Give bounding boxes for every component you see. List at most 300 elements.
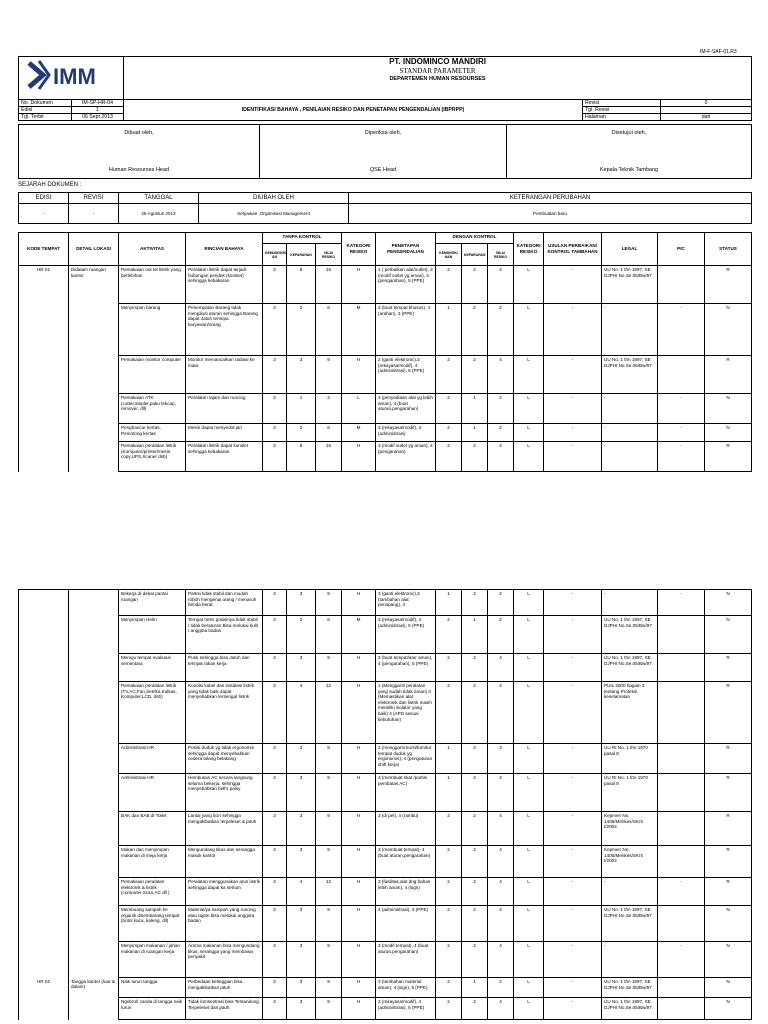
cell-aktivitas: Pemakaian peralatan listrik (Komputer/printer/mesin copy,UPS,Scaner dsb) <box>119 442 186 472</box>
cell-kemungkinan: 3 <box>263 846 287 878</box>
cell-keparahan-2: 3 <box>462 744 488 774</box>
cell-kemungkinan-2: 2 <box>436 906 462 942</box>
no-dokumen-label: No. Dokumen <box>19 100 72 107</box>
cell-detail-lokasi <box>69 846 119 878</box>
history-header-tanggal: TANGGAL <box>119 193 199 204</box>
cell-penetapan: 1 ( perbaikan alat/outlet), 3 (modif outlet yg aman), 4 (pengarahan), 5 (PPE) <box>376 266 436 304</box>
edisi-value: 1 <box>72 107 124 114</box>
cell-status: N <box>705 424 752 442</box>
cell-nilai-resiko: 3 <box>316 394 342 424</box>
col-pic: PIC <box>658 233 705 266</box>
cell-keparahan: 3 <box>287 654 316 682</box>
cell-rincian-bahaya: Aroma makanan bisa mengundang tikus, serangga yang membawa penyakit <box>186 942 263 978</box>
sejarah-label: SEJARAH DOKUMEN : <box>18 182 82 188</box>
cell-nilai-resiko-2: 3 <box>488 774 514 812</box>
cell-rincian-bahaya: Partisi tidak stabil dan mudah roboh mengenai orang / menaruh benda berat <box>186 590 263 616</box>
cell-keparahan: 3 <box>287 846 316 878</box>
cell-kemungkinan-2: 1 <box>436 304 462 356</box>
col-usulan: USULAN PERBAIKAN/ KONTROL TAMBAHAN <box>544 233 602 266</box>
cell-pic: - <box>658 590 705 616</box>
table-row <box>19 978 752 998</box>
cell-status: R <box>705 774 752 812</box>
cell-aktivitas: Penghancur kertas, Pemotong kertas <box>119 424 186 442</box>
risk-table-page2 <box>18 589 752 1020</box>
cell-kode-tempat <box>19 942 69 978</box>
cell-kode-tempat <box>19 394 69 424</box>
cell-status: R <box>705 744 752 774</box>
cell-usulan: - <box>544 978 602 998</box>
cell-keparahan-2: 2 <box>462 812 488 846</box>
cell-status: N <box>705 616 752 654</box>
cell-kategori-resiko-2: L <box>514 682 544 744</box>
cell-pic <box>658 356 705 394</box>
svg-text:IMM: IMM <box>53 64 96 89</box>
standard-title: STANDAR PARAMETER <box>399 67 476 75</box>
cell-kemungkinan-2: 2 <box>436 266 462 304</box>
cell-kemungkinan: 3 <box>263 744 287 774</box>
cell-keparahan-2: 2 <box>462 998 488 1020</box>
cell-kemungkinan: 3 <box>263 442 287 472</box>
cell-rincian-bahaya: Peralatan listrik dapat terjadi hubungan pendek (konslet) sehingga kebakaran <box>186 266 263 304</box>
cell-kemungkinan-2: 2 <box>436 812 462 846</box>
cell-usulan: - <box>544 394 602 424</box>
cell-status: N <box>705 906 752 942</box>
cell-pic: - <box>658 442 705 472</box>
halaman-label: Halaman <box>583 114 661 121</box>
cell-kode-tempat <box>19 812 69 846</box>
tgl-terbit-label: Tgl. Terbit <box>19 114 72 121</box>
no-dokumen-value: IM-SP-HR-04 <box>72 100 124 107</box>
cell-aktivitas: Menyimpan makanan / jahan makanan di ruangan kerja <box>119 942 186 978</box>
cell-status: N <box>705 998 752 1020</box>
cell-legal: Kepmen No. 1405/Menkes/SK/X I/2002 <box>602 812 658 846</box>
cell-penetapan: 3 (membuat skat /partisi pembatas AC) <box>376 774 436 812</box>
cell-penetapan: 3 (di pel), 4 (rambu) <box>376 812 436 846</box>
cell-detail-lokasi <box>69 682 119 744</box>
cell-kategori-resiko-2: L <box>514 654 544 682</box>
cell-aktivitas: Membuang sampah ke organik disembarang tempat (botol kaca, kaleng, dll) <box>119 906 186 942</box>
cell-kategori-resiko-2: L <box>514 998 544 1020</box>
col-keparahan: KEPARAHAN <box>287 244 316 266</box>
cell-kategori-resiko: H <box>342 812 376 846</box>
cell-kategori-resiko-2: L <box>514 878 544 906</box>
table-row <box>19 424 752 442</box>
cell-pic: - <box>658 394 705 424</box>
cell-detail-lokasi <box>69 394 119 424</box>
col-tanpa-kontrol: TANPA KONTROL <box>263 233 342 244</box>
cell-legal: PUIL 2000 bagian 3 tentang Proteksi keselamatan <box>602 682 658 744</box>
cell-penetapan: 2 (ganti elektronic),3 (rekayasa/modif), 4 (administrasi), 5 (PPE) <box>376 356 436 394</box>
cell-kemungkinan-2: 1 <box>436 774 462 812</box>
cell-nilai-resiko: 6 <box>316 424 342 442</box>
cell-pic: - <box>658 878 705 906</box>
table-row <box>19 266 752 304</box>
cell-nilai-resiko: 9 <box>316 744 342 774</box>
cell-penetapan: 3 (tambahan material aman), 4 (sign), 5 (PPE) <box>376 978 436 998</box>
cell-nilai-resiko-2: 4 <box>488 682 514 744</box>
cell-nilai-resiko: 15 <box>316 266 342 304</box>
cell-legal: UU No. 1 thn 1997, SE DJPHI No.Se.05/Bw/97 <box>602 654 658 682</box>
cell-kemungkinan-2: 2 <box>436 878 462 906</box>
cell-nilai-resiko-2: 3 <box>488 744 514 774</box>
cell-pic: - <box>658 424 705 442</box>
cell-nilai-resiko: 12 <box>316 878 342 906</box>
cell-pic <box>658 846 705 878</box>
cell-nilai-resiko-2: 2 <box>488 394 514 424</box>
table-row <box>19 682 752 744</box>
cell-kategori-resiko-2: L <box>514 616 544 654</box>
cell-nilai-resiko-2: 4 <box>488 998 514 1020</box>
cell-legal: - <box>602 304 658 356</box>
cell-kategori-resiko: H <box>342 654 376 682</box>
cell-kemungkinan-2: 1 <box>436 590 462 616</box>
cell-usulan: - <box>544 942 602 978</box>
cell-keparahan-2: 3 <box>462 774 488 812</box>
cell-kemungkinan: 3 <box>263 304 287 356</box>
revisi-label: Revisi <box>583 100 661 107</box>
cell-status: R <box>705 654 752 682</box>
cell-aktivitas: Ngobrol/ canda di tangga naik turun <box>119 998 186 1020</box>
col-legal: LEGAL <box>602 233 658 266</box>
cell-kategori-resiko: M <box>342 304 376 356</box>
cell-nilai-resiko: 15 <box>316 442 342 472</box>
cell-usulan: - <box>544 812 602 846</box>
cell-penetapan: 2 (mengganti kursi/furnitur tempat duduk yg ergonomis), 4 (pengaturan shift kerja) <box>376 744 436 774</box>
cell-status: R <box>705 682 752 744</box>
cell-kode-tempat <box>19 682 69 744</box>
cell-detail-lokasi <box>69 590 119 616</box>
cell-nilai-resiko: 9 <box>316 998 342 1020</box>
col-kode-tempat: KODE TEMPAT <box>19 233 69 266</box>
cell-detail-lokasi <box>69 442 119 472</box>
cell-pic: - <box>658 942 705 978</box>
cell-legal: UU RI No. 1 thn 1970 pasal 8 <box>602 744 658 774</box>
cell-nilai-resiko-2: 4 <box>488 654 514 682</box>
cell-keparahan: 3 <box>287 906 316 942</box>
cell-aktivitas: Pemakaian ATK (cutter,stepler,paku tekcap, remover, dll) <box>119 394 186 424</box>
cell-aktivitas: Pemakaian monitor computer <box>119 356 186 394</box>
col-detail-lokasi: DETAIL LOKASI <box>69 233 119 266</box>
cell-kode-tempat <box>19 590 69 616</box>
table-row <box>19 878 752 906</box>
cell-kategori-resiko: H <box>342 356 376 394</box>
cell-rincian-bahaya: Tidak konsentrasi bisa Tersandung, Terpeleset dan jatuh <box>186 998 263 1020</box>
cell-usulan: - <box>544 266 602 304</box>
cell-kategori-resiko: L <box>342 394 376 424</box>
cell-kemungkinan-2: 2 <box>436 442 462 472</box>
cell-kategori-resiko-2: L <box>514 978 544 998</box>
cell-kemungkinan: 3 <box>263 590 287 616</box>
cell-kategori-resiko: H <box>342 998 376 1020</box>
cell-status: N <box>705 978 752 998</box>
cell-detail-lokasi <box>69 424 119 442</box>
cell-kategori-resiko: M <box>342 424 376 442</box>
cell-penetapan: 3 (rekayasa/modif), 4 (administrasi) <box>376 424 436 442</box>
cell-kategori-resiko-2: L <box>514 906 544 942</box>
cell-aktivitas: Menyimpan Helm <box>119 616 186 654</box>
col-nilai-resiko-2: NILAI RESIKO <box>488 244 514 266</box>
cell-legal: UU No. 1 thn 1997, SE DJPHI No.Se.05/Bw/97 <box>602 616 658 654</box>
cell-kode-tempat <box>19 998 69 1020</box>
cell-penetapan: 3 (buat tempat khusus), 4 (arahan), 3 (PPE) <box>376 304 436 356</box>
cell-kategori-resiko-2: L <box>514 846 544 878</box>
cell-kategori-resiko: H <box>342 878 376 906</box>
cell-status: R <box>705 442 752 472</box>
cell-kemungkinan-2: 2 <box>436 978 462 998</box>
cell-kemungkinan-2: 2 <box>436 846 462 878</box>
cell-aktivitas: Menyimpan barang <box>119 304 186 356</box>
cell-legal: - <box>602 424 658 442</box>
cell-pic <box>658 654 705 682</box>
document-header <box>18 56 752 121</box>
cell-keparahan-2: 2 <box>462 590 488 616</box>
cell-kode-tempat <box>19 878 69 906</box>
cell-aktivitas: Pemakaian peralatan elektronik & listrik (computer,Scan,AC dll ) <box>119 878 186 906</box>
cell-nilai-resiko-2: 4 <box>488 356 514 394</box>
diperiksa-label: Diperiksa oleh, <box>260 125 507 143</box>
cell-kemungkinan: 3 <box>263 978 287 998</box>
cell-nilai-resiko: 9 <box>316 978 342 998</box>
cell-detail-lokasi: Didalam ruangan kantor <box>69 266 119 304</box>
cell-kemungkinan: 3 <box>263 682 287 744</box>
cell-penetapan: 3 (buat tempat/atur aman), 4 (pengarahan), 5 (PPE) <box>376 654 436 682</box>
cell-rincian-bahaya: Material/ya sampah yang runcing atau tajam bisa melukai anggota badan <box>186 906 263 942</box>
cell-kode-tempat <box>19 654 69 682</box>
halaman-value: dari <box>661 114 752 121</box>
cell-usulan: - <box>544 442 602 472</box>
cell-usulan: - <box>544 424 602 442</box>
table-row <box>19 846 752 878</box>
cell-keparahan: 5 <box>287 266 316 304</box>
cell-legal: - <box>602 590 658 616</box>
cell-rincian-bahaya: Posisi duduk yg tidak ergonomis sehingga dapat menyebabkan cedera tulang belakang <box>186 744 263 774</box>
cell-keparahan: 3 <box>287 356 316 394</box>
cell-legal: - <box>602 878 658 906</box>
cell-keparahan: 5 <box>287 442 316 472</box>
cell-kategori-resiko: H <box>342 942 376 978</box>
cell-pic <box>658 616 705 654</box>
cell-nilai-resiko-2: 4 <box>488 906 514 942</box>
cell-status: R <box>705 812 752 846</box>
cell-rincian-bahaya: Monitor memancarkan radiasi ke mata <box>186 356 263 394</box>
cell-nilai-resiko: 9 <box>316 906 342 942</box>
cell-kemungkinan-2: 2 <box>436 424 462 442</box>
cell-legal: UU No. 1 thn 1997, SE DJPHI No.Se.05/Bw/97 <box>602 998 658 1020</box>
cell-nilai-resiko-2: 2 <box>488 304 514 356</box>
cell-nilai-resiko: 9 <box>316 846 342 878</box>
cell-legal: - <box>602 394 658 424</box>
cell-kemungkinan: 3 <box>263 812 287 846</box>
cell-pic <box>658 998 705 1020</box>
cell-legal: UU No. 1 thn 1997, SE DJPHI No.Se.05/Bw/97 <box>602 356 658 394</box>
table-row <box>19 394 752 424</box>
cell-usulan: - <box>544 590 602 616</box>
cell-pic <box>658 906 705 942</box>
table-row <box>19 744 752 774</box>
tgl-revisi-value <box>661 107 752 114</box>
history-header-keterangan: KETERANGAN PERUBAHAN <box>349 193 752 204</box>
history-header-edisi: EDISI <box>19 193 69 204</box>
imm-logo-icon <box>25 57 117 93</box>
cell-nilai-resiko: 9 <box>316 590 342 616</box>
cell-status: R <box>705 846 752 878</box>
history-cell: - <box>69 204 119 224</box>
cell-keparahan: 4 <box>287 682 316 744</box>
cell-keparahan: 2 <box>287 616 316 654</box>
cell-nilai-resiko-2: 4 <box>488 846 514 878</box>
cell-kemungkinan: 3 <box>263 774 287 812</box>
cell-kategori-resiko-2: L <box>514 590 544 616</box>
cell-kemungkinan: 3 <box>263 998 287 1020</box>
cell-pic: - <box>658 304 705 356</box>
table-row <box>19 356 752 394</box>
cell-keparahan: 4 <box>287 878 316 906</box>
cell-kode-tempat <box>19 846 69 878</box>
cell-kemungkinan: 3 <box>263 942 287 978</box>
cell-nilai-resiko-2: 2 <box>488 590 514 616</box>
dibuat-role: Human Resourses Head <box>19 143 260 179</box>
cell-kategori-resiko: H <box>342 906 376 942</box>
disetujui-label: Disetujui oleh, <box>507 125 752 143</box>
cell-detail-lokasi <box>69 942 119 978</box>
cell-nilai-resiko-2: 4 <box>488 812 514 846</box>
cell-nilai-resiko-2: 2 <box>488 616 514 654</box>
cell-kemungkinan-2: 2 <box>436 394 462 424</box>
cell-rincian-bahaya: Hembusan AC secara langsung selama bekerja, sehingga menyebabkan bell's palsy <box>186 774 263 812</box>
cell-penetapan: 3 (fasilitas,alat dng bahan lebih aman), 4 (sign) <box>376 878 436 906</box>
cell-aktivitas: Makan dan menyimpan makanan di meja kerja <box>119 846 186 878</box>
cell-usulan: - <box>544 878 602 906</box>
cell-kemungkinan-2: 2 <box>436 942 462 978</box>
cell-rincian-bahaya: Penempatan Barang tidak mengikuti aturan sehingga Barang dapat Jatuh terimpa karyawan/orang <box>186 304 263 356</box>
cell-keparahan-2: 2 <box>462 906 488 942</box>
document-reference: IM-F-SAF-01.R3 <box>700 49 737 55</box>
cell-status: N <box>705 942 752 978</box>
main-title: IDENTIFIKASI BAHAYA , PENILAIAN RESIKO DAN PENETAPAN PENGENDALIAN (IBPRPP) <box>124 100 583 121</box>
cell-aktivitas: BAK dan BAB di Toilet <box>119 812 186 846</box>
table-row <box>19 304 752 356</box>
cell-kode-tempat <box>19 356 69 394</box>
cell-rincian-bahaya: Tempat helm posisinya tidak stabil / tidak beraturan Bisa melukai kulit / anggota badan <box>186 616 263 654</box>
cell-penetapan: 3 (membuat tempat), 4 (buat aturan,pengarahan) <box>376 846 436 878</box>
cell-kode-tempat <box>19 442 69 472</box>
cell-usulan: - <box>544 616 602 654</box>
department-title: DEPARTEMEN HUMAN RESOURSES <box>389 76 486 82</box>
cell-keparahan: 3 <box>287 774 316 812</box>
table-row <box>19 590 752 616</box>
cell-kategori-resiko: H <box>342 774 376 812</box>
cell-keparahan-2: 2 <box>462 654 488 682</box>
cell-rincian-bahaya: Punk sehingga bisa Jatuh dan terinjak /akan kerja <box>186 654 263 682</box>
logo-cell <box>19 57 124 100</box>
col-status: STATUS <box>705 233 752 266</box>
history-cell: Pembuatan baru <box>349 204 752 224</box>
cell-keparahan: 3 <box>287 744 316 774</box>
col-penetapan: PENETAPAN PENGENDALIAN <box>376 233 436 266</box>
cell-keparahan: 2 <box>287 304 316 356</box>
cell-keparahan-2: 2 <box>462 846 488 878</box>
cell-kemungkinan: 3 <box>263 424 287 442</box>
cell-kategori-resiko-2: L <box>514 356 544 394</box>
cell-keparahan-2: 2 <box>462 878 488 906</box>
cell-legal: Kepmen No. 1405/Menkes/SK/X I/2002 <box>602 846 658 878</box>
cell-kemungkinan-2: 2 <box>436 616 462 654</box>
cell-pic <box>658 978 705 998</box>
cell-keparahan-2: 1 <box>462 424 488 442</box>
imm-logo <box>21 57 121 93</box>
cell-kemungkinan: 3 <box>263 878 287 906</box>
history-cell: - <box>19 204 69 224</box>
cell-nilai-resiko: 9 <box>316 774 342 812</box>
history-header-diubah: DIUBAH OLEH <box>199 193 349 204</box>
cell-rincian-bahaya: Peralatan menggunakan arus listrik sehingga dapat ka setrum <box>186 878 263 906</box>
cell-kode-tempat: HR 02 <box>19 978 69 998</box>
cell-kategori-resiko-2: L <box>514 774 544 812</box>
cell-kemungkinan: 3 <box>263 654 287 682</box>
col-aktivitas: AKTIVITAS <box>119 233 186 266</box>
cell-rincian-bahaya: Lantai yang licin sehingga mengakibatkan terpeleset & jatuh <box>186 812 263 846</box>
cell-kode-tempat <box>19 424 69 442</box>
cell-kategori-resiko: M <box>342 616 376 654</box>
cell-detail-lokasi <box>69 812 119 846</box>
cell-kategori-resiko-2: L <box>514 442 544 472</box>
cell-kategori-resiko-2: L <box>514 304 544 356</box>
cell-kemungkinan-2: 2 <box>436 682 462 744</box>
col-keparahan-2: KEPARAHAN <box>462 244 488 266</box>
cell-keparahan: 1 <box>287 394 316 424</box>
cell-penetapan: 3 (modif tempat), 4 (buat aturan,pengarahan) <box>376 942 436 978</box>
cell-pic <box>658 682 705 744</box>
cell-aktivitas: Pemakaian peralatan listrik (TV,AC,Fan,Setrika,Kulkas, Komputer,LCD, dsb) <box>119 682 186 744</box>
cell-aktivitas: Bekerja di dekat pantai ruangan <box>119 590 186 616</box>
cell-legal: - <box>602 442 658 472</box>
cell-aktivitas: Naik turun tangga <box>119 978 186 998</box>
cell-kemungkinan: 3 <box>263 906 287 942</box>
col-rincian-bahaya: RINCIAN BAHAYA <box>186 233 263 266</box>
cell-kemungkinan: 3 <box>263 394 287 424</box>
cell-status: R <box>705 878 752 906</box>
table-row <box>19 906 752 942</box>
table-row <box>19 812 752 846</box>
company-name: PT. INDOMINCO MANDIRI <box>389 57 486 66</box>
cell-pic <box>658 774 705 812</box>
cell-usulan: - <box>544 846 602 878</box>
cell-nilai-resiko: 9 <box>316 654 342 682</box>
cell-aktivitas: Administrasi HR <box>119 774 186 812</box>
cell-detail-lokasi <box>69 774 119 812</box>
table-row <box>19 942 752 978</box>
cell-rincian-bahaya: Mesin dapat menyedot jari <box>186 424 263 442</box>
cell-kategori-resiko-2: L <box>514 942 544 978</box>
cell-nilai-resiko-2: 2 <box>488 978 514 998</box>
cell-kategori-resiko: H <box>342 978 376 998</box>
cell-usulan: - <box>544 654 602 682</box>
cell-legal: UU No. 1 thn 1997, SE DJPHI No.Se.05/Bw/97 <box>602 266 658 304</box>
cell-detail-lokasi <box>69 616 119 654</box>
cell-kategori-resiko-2: L <box>514 266 544 304</box>
risk-table-page1 <box>18 232 752 472</box>
table-row <box>19 998 752 1020</box>
cell-keparahan-2: 2 <box>462 304 488 356</box>
cell-keparahan: 3 <box>287 942 316 978</box>
cell-kategori-resiko: H <box>342 682 376 744</box>
cell-kategori-resiko: H <box>342 266 376 304</box>
cell-status: R <box>705 356 752 394</box>
cell-penetapan: 3 (penyediaan alat yg lebih aman), 4 (buat aturan,pengarahan) <box>376 394 436 424</box>
cell-detail-lokasi <box>69 744 119 774</box>
dibuat-label: Dibuat oleh, <box>19 125 260 143</box>
cell-nilai-resiko: 6 <box>316 304 342 356</box>
